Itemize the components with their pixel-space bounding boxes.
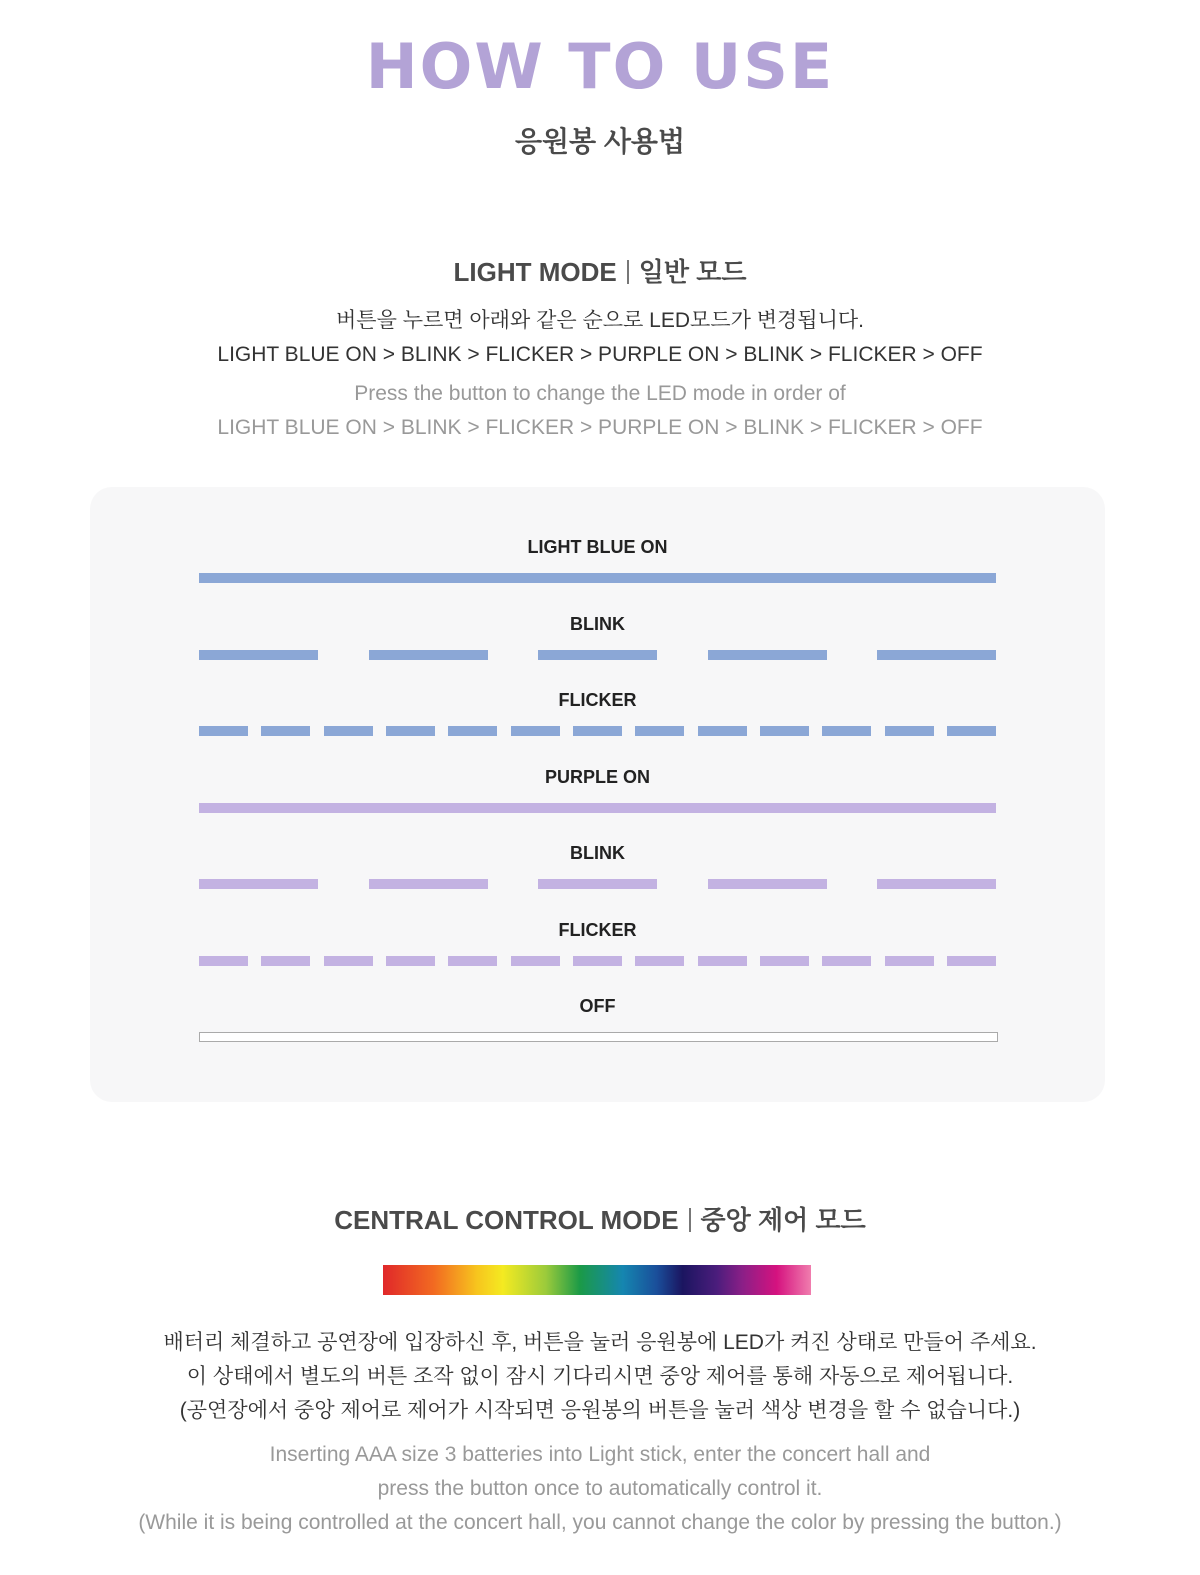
mode-label: FLICKER [558,919,637,940]
heading-divider [689,1208,691,1232]
central-mode-heading-ko: 중앙 제어 모드 [700,1205,866,1235]
mode-pattern-segment [947,956,996,966]
mode-pattern-segment [324,956,373,966]
mode-pattern-segment [511,726,560,736]
heading-divider [627,260,629,284]
mode-pattern-segment [635,726,684,736]
mode-label: BLINK [570,613,625,634]
mode-label: BLINK [570,843,625,863]
central-mode-desc-ko-line: 이 상태에서 별도의 버튼 조작 없이 잠시 기다리시면 중앙 제어를 통해 자동으로 제어됩니다. [186,1365,1014,1388]
central-mode-desc-en-line: Inserting AAA size 3 batteries into Light stick, enter the concert hall and [269,1443,931,1466]
mode-pattern-segment [708,650,827,660]
mode-pattern-segment [885,726,934,736]
mode-pattern-segment [199,650,318,660]
mode-pattern-bar [199,803,996,813]
mode-pattern-bar [199,1032,998,1042]
page-subtitle: 응원봉 사용법 [514,126,686,157]
central-mode-heading-en: CENTRAL CONTROL MODE [334,1205,679,1235]
mode-pattern-segment [538,650,657,660]
mode-pattern-bar [199,879,996,889]
mode-pattern-segment [947,726,996,736]
mode-pattern-segment [448,956,497,966]
central-mode-desc-ko-line: 배터리 체결하고 공연장에 입장하신 후, 버튼을 눌러 응원봉에 LED가 켜진 상태로 만들어 주세요. [163,1331,1037,1354]
mode-pattern-segment [698,726,747,736]
mode-label: LIGHT BLUE ON [527,537,668,557]
light-mode-desc-en-line: LIGHT BLUE ON > BLINK > FLICKER > PURPLE ON > BLINK > FLICKER > OFF [217,416,983,439]
light-mode-heading [0,252,1200,289]
light-mode-desc-en-line: Press the button to change the LED mode in order of [354,382,846,405]
light-mode-heading-en: LIGHT MODE [453,257,617,287]
light-mode-description-ko [0,304,1200,372]
mode-pattern-segment [573,956,622,966]
mode-pattern-segment [199,726,248,736]
mode-pattern-segment [199,956,248,966]
light-mode-desc-ko-line: 버튼을 누르면 아래와 같은 순으로 LED모드가 변경됩니다. [336,309,864,332]
mode-pattern-segment [573,726,622,736]
mode-pattern-segment [324,726,373,736]
mode-pattern-segment [538,879,657,889]
mode-pattern-segment [261,726,310,736]
central-mode-desc-en-line: (While it is being controlled at the concert hall, you cannot change the color by pressing the button.) [138,1511,1062,1534]
mode-pattern-segment [261,956,310,966]
mode-pattern-bar [199,650,996,660]
light-mode-diagram-panel [90,487,1105,1102]
light-mode-description-en [0,377,1200,445]
mode-pattern-segment [877,879,996,889]
mode-pattern-segment [199,879,318,889]
central-mode-desc-en-line: press the button once to automatically control it. [377,1477,823,1500]
mode-pattern-segment [448,726,497,736]
mode-pattern-segment [822,726,871,736]
central-mode-desc-ko-line: (공연장에서 중앙 제어로 제어가 시작되면 응원봉의 버튼을 눌러 색상 변경을 할 수 없습니다.) [179,1399,1021,1422]
mode-pattern-segment [885,956,934,966]
color-spectrum-bar [383,1265,811,1295]
mode-pattern-segment [698,956,747,966]
mode-pattern-segment [369,879,488,889]
mode-pattern-segment [369,650,488,660]
mode-pattern-segment [877,650,996,660]
mode-pattern-segment [386,726,435,736]
light-mode-desc-ko-line: LIGHT BLUE ON > BLINK > FLICKER > PURPLE ON > BLINK > FLICKER > OFF [217,343,983,366]
central-mode-description-ko [0,1326,1200,1428]
mode-pattern-segment [511,956,560,966]
mode-label: FLICKER [558,690,637,710]
central-mode-heading [0,1200,1200,1237]
mode-label: PURPLE ON [544,766,650,787]
mode-pattern-segment [386,956,435,966]
mode-pattern-segment [635,956,684,966]
central-mode-description-en [0,1438,1200,1540]
page-title: HOW TO USE [365,30,835,103]
mode-pattern-bar [199,726,996,736]
mode-pattern-segment [822,956,871,966]
mode-pattern-segment [760,726,809,736]
mode-label: OFF [579,996,616,1016]
mode-pattern-bar [199,573,996,583]
mode-pattern-bar [199,956,996,966]
mode-pattern-segment [760,956,809,966]
mode-pattern-segment [708,879,827,889]
light-mode-heading-ko: 일반 모드 [638,257,747,287]
